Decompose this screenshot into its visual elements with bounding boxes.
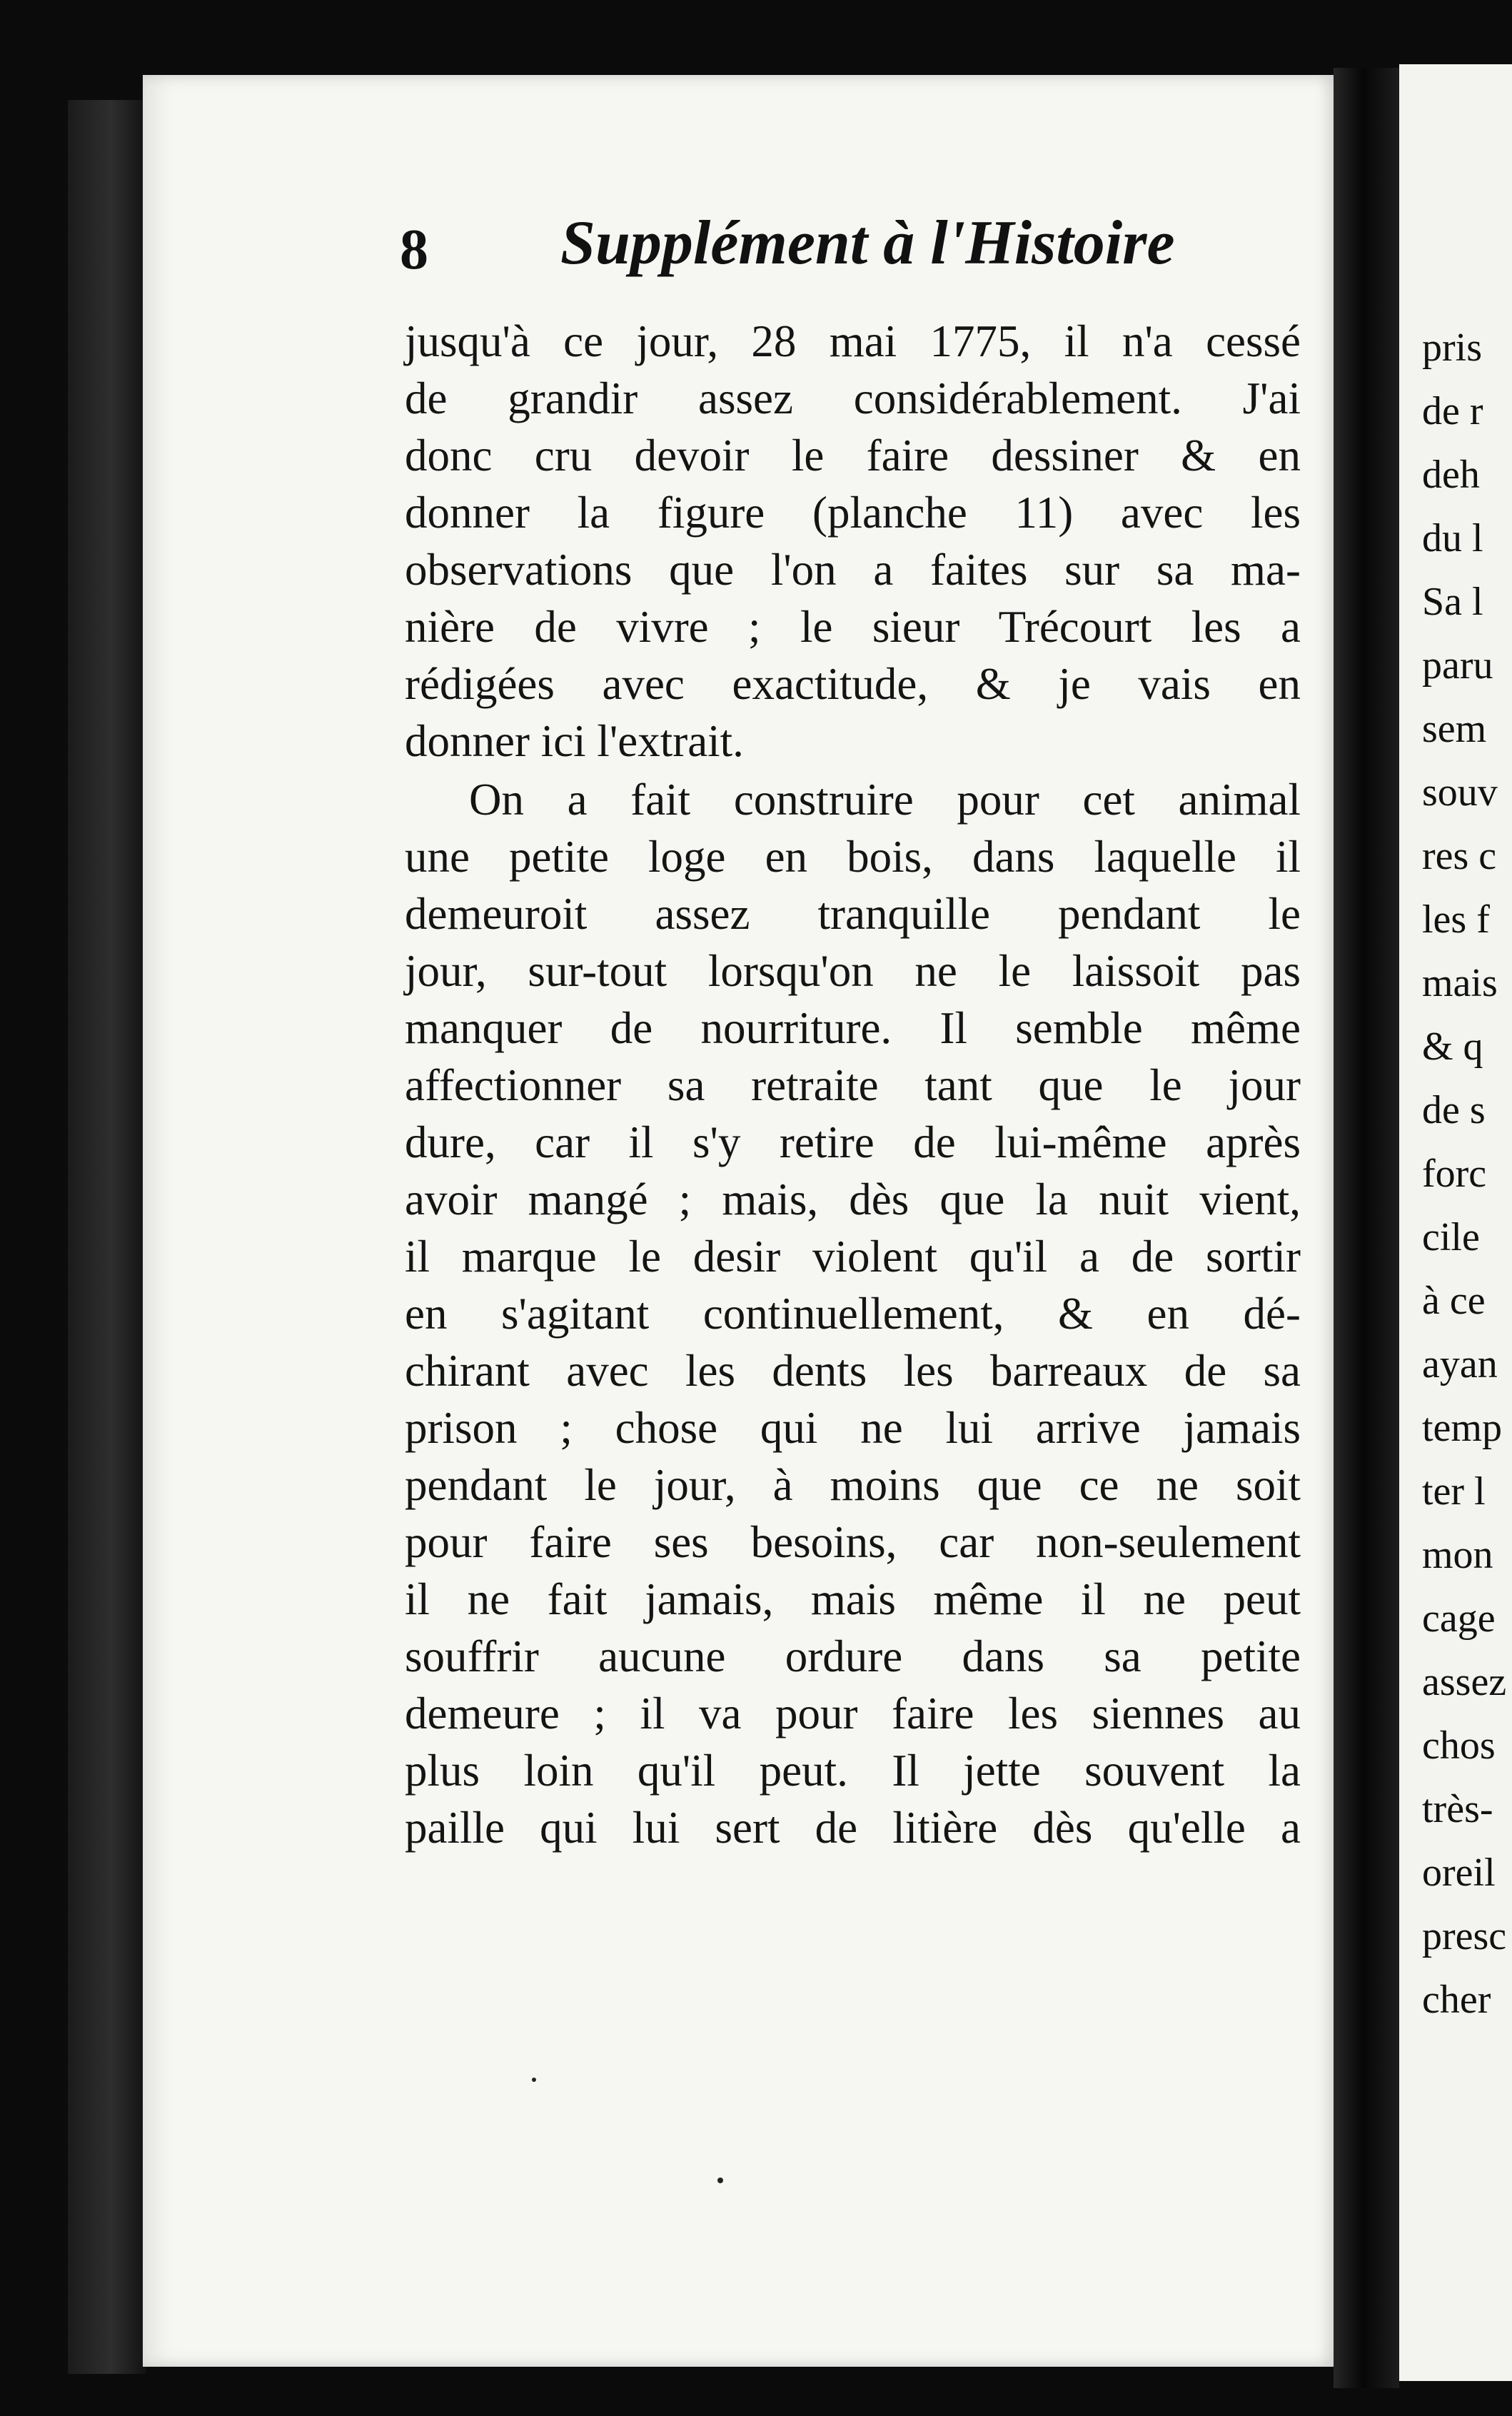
text-line: il marque le desir violent qu'il a de sortir (405, 1232, 1301, 1282)
facing-page-fragment: Sa l (1422, 580, 1483, 624)
ink-speck (532, 2078, 536, 2082)
text-line: On a fait construire pour cet animal (469, 775, 1301, 825)
facing-page-fragment: presc (1422, 1914, 1507, 1958)
text-line: plus loin qu'il peut. Il jette souvent la (405, 1746, 1301, 1796)
text-line: prison ; chose qui ne lui arrive jamais (405, 1403, 1301, 1453)
facing-page-fragment: de r (1422, 389, 1483, 433)
facing-page-fragment: cher (1422, 1978, 1491, 2022)
facing-page-fragment: deh (1422, 453, 1480, 497)
facing-page-fragment: à ce (1422, 1279, 1486, 1323)
facing-page-fragment: mon (1422, 1533, 1493, 1577)
text-line: avoir mangé ; mais, dès que la nuit vient, (405, 1174, 1301, 1224)
facing-page-fragment: & q (1422, 1025, 1483, 1069)
facing-page-fragment: chos (1422, 1723, 1496, 1768)
facing-page-fragment: oreil (1422, 1851, 1496, 1895)
text-line: il ne fait jamais, mais même il ne peut (405, 1574, 1301, 1624)
text-line: demeure ; il va pour faire les siennes au (405, 1688, 1301, 1738)
facing-page-fragment: temp (1422, 1406, 1502, 1450)
facing-page-fragment: cage (1422, 1596, 1496, 1641)
facing-page (1399, 64, 1512, 2381)
text-line: pendant le jour, à moins que ce ne soit (405, 1460, 1301, 1510)
text-line: observations que l'on a faites sur sa ma- (405, 545, 1301, 595)
facing-page-fragment: forc (1422, 1152, 1487, 1196)
body-text (405, 313, 1301, 1856)
text-line: pour faire ses besoins, car non-seulement (405, 1517, 1301, 1567)
running-title: Supplément à l'Histoire (560, 208, 1175, 278)
facing-page-fragment: souv (1422, 770, 1498, 815)
text-line: demeuroit assez tranquille pendant le (405, 889, 1301, 939)
facing-page-fragment: les f (1422, 897, 1490, 942)
facing-page-fragment: mais (1422, 961, 1498, 1005)
facing-page-fragment: ayan (1422, 1342, 1498, 1386)
ink-speck (717, 2178, 723, 2183)
text-line: souffrir aucune ordure dans sa petite (405, 1631, 1301, 1681)
facing-page-fragment: assez (1422, 1660, 1507, 1704)
text-line: chirant avec les dents les barreaux de sa (405, 1346, 1301, 1396)
text-line: en s'agitant continuellement, & en dé- (405, 1289, 1301, 1339)
text-line: donc cru devoir le faire dessiner & en (405, 431, 1301, 480)
facing-page-fragment: du l (1422, 516, 1483, 560)
page-number: 8 (400, 218, 428, 281)
text-line: nière de vivre ; le sieur Trécourt les a (405, 602, 1301, 652)
text-line: jour, sur-tout lorsqu'on ne le laissoit pas (405, 946, 1301, 996)
book-gutter (1334, 68, 1399, 2388)
facing-page-fragment: ter l (1422, 1469, 1486, 1514)
left-binding-edge (68, 100, 146, 2374)
text-line: rédigées avec exactitude, & je vais en (405, 659, 1301, 709)
text-line: une petite loge en bois, dans laquelle il (405, 832, 1301, 882)
facing-page-fragment: res c (1422, 834, 1497, 878)
facing-page-fragment: de s (1422, 1088, 1486, 1132)
facing-page-fragment: très- (1422, 1787, 1493, 1831)
text-line: manquer de nourriture. Il semble même (405, 1003, 1301, 1053)
text-line: jusqu'à ce jour, 28 mai 1775, il n'a cessé (405, 316, 1301, 366)
text-line: de grandir assez considérablement. J'ai (405, 373, 1301, 423)
facing-page-fragment: sem (1422, 707, 1487, 751)
text-line: paille qui lui sert de litière dès qu'elle a (405, 1803, 1301, 1853)
text-line: donner la figure (planche 11) avec les (405, 488, 1301, 538)
text-line: affectionner sa retraite tant que le jour (405, 1060, 1301, 1110)
facing-page-fragment: cile (1422, 1215, 1480, 1259)
text-line: donner ici l'extrait. (405, 716, 744, 766)
facing-page-fragment: pris (1422, 326, 1482, 370)
facing-page-fragment: paru (1422, 643, 1493, 688)
text-line: dure, car il s'y retire de lui-même après (405, 1117, 1301, 1167)
